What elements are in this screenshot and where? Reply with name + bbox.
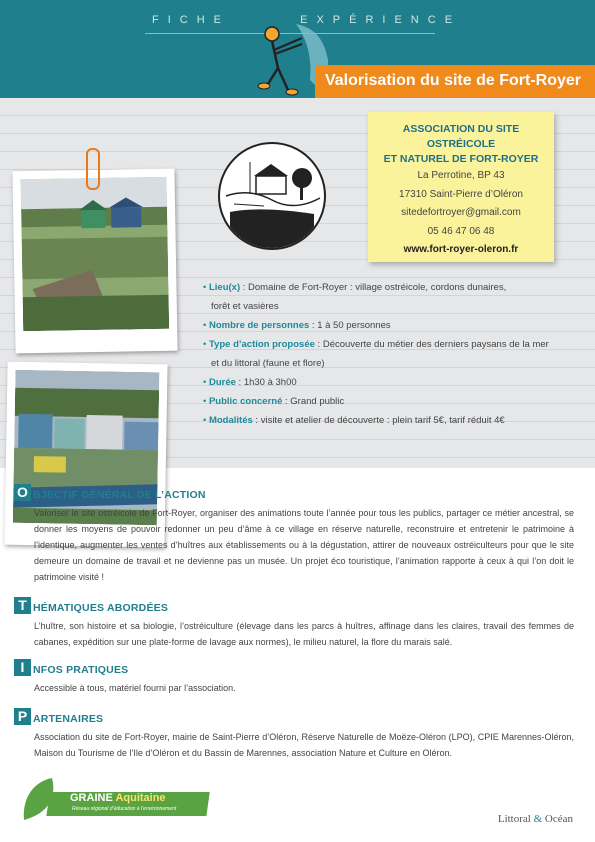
address-line1: La Perrotine, BP 43 xyxy=(417,170,505,181)
contact-note xyxy=(368,112,554,262)
phone-number: 05 46 47 06 48 xyxy=(427,225,495,237)
kicker-left: FICHE xyxy=(152,14,230,26)
info-item-nombre: • Nombre de personnes : 1 à 50 personnes xyxy=(203,320,391,331)
section-partenaires xyxy=(14,707,574,761)
section-title: NFOS PRATIQUES xyxy=(33,664,129,676)
photo-village-cabins xyxy=(12,169,177,354)
section-thematiques xyxy=(14,596,574,650)
section-letter: I xyxy=(14,659,31,676)
info-item-public: • Public concerné : Grand public xyxy=(203,396,345,407)
info-item-lieu-cont: forêt et vasières xyxy=(211,301,279,312)
info-item-duree: • Durée : 1h30 à 3h00 xyxy=(203,377,297,388)
section-body: Association du site de Fort-Royer, mairie de Saint-Pierre d’Oléron, Réserve Naturelle de Moëze-Oléron (LPO), CPIE Marennes-Oléron, Maison du Tourisme de l’Ile d’Oléron et du Bassin de Marennes, association Nature et Culture en Oléron. xyxy=(34,732,574,758)
section-objectif xyxy=(14,483,574,585)
section-infos xyxy=(14,658,574,696)
section-title: ARTENAIRES xyxy=(33,713,104,725)
org-name-line2: ET NATUREL DE FORT-ROYER xyxy=(383,153,539,165)
info-item-modalites: • Modalités : visite et atelier de découverte : plein tarif 5€, tarif réduit 4€ xyxy=(203,415,505,426)
title-band xyxy=(315,65,595,99)
graine-text: GRAINE xyxy=(70,792,113,804)
address-line2: 17310 Saint-Pierre d’Oléron xyxy=(399,188,523,200)
org-name-line1: ASSOCIATION DU SITE OSTRÉICOLE xyxy=(402,123,520,150)
association-logo xyxy=(218,142,326,250)
website-link[interactable]: www.fort-royer-oleron.fr xyxy=(403,244,519,255)
page-title: Valorisation du site de Fort-Royer xyxy=(324,72,581,89)
info-item-lieu: • Lieu(x) : Domaine de Fort-Royer : village ostréicole, cordons dunaires, xyxy=(203,282,507,293)
footer-littoral: Littoral xyxy=(497,813,531,825)
section-letter: T xyxy=(14,597,31,614)
paperclip-icon xyxy=(86,148,100,190)
section-title: HÉMATIQUES ABORDÉES xyxy=(33,602,169,614)
info-item-type-cont: et du littoral (faune et flore) xyxy=(211,358,325,369)
footer-ocean: Océan xyxy=(544,813,573,825)
email-link[interactable]: sitedefortroyer@gmail.com xyxy=(401,207,521,218)
section-title: BJECTIF GÉNÉRAL DE L’ACTION xyxy=(33,489,206,501)
info-list xyxy=(203,278,583,430)
footer-amp: & xyxy=(533,813,543,825)
section-letter: P xyxy=(14,708,31,725)
section-letter: O xyxy=(14,484,31,501)
village-photo-image xyxy=(21,177,170,332)
footer-brand xyxy=(498,813,573,825)
section-body: Accessible à tous, matériel fourni par l’association. xyxy=(34,683,236,693)
section-body: L’huître, son histoire et sa biologie, l’ostréiculture (élevage dans les parcs à huîtres, affinage dans les claires, travail des femmes de cabanes, expédition sur une plate-forme de lavage aux normes), le milieu naturel, la flore du marais salé. xyxy=(34,621,574,647)
info-item-type: • Type d’action proposée : Découverte du métier des derniers paysans de la mer xyxy=(203,339,549,350)
aquitaine-text: Aquitaine xyxy=(115,792,166,804)
graine-subtitle: Réseau régional d’éducation à l’environnement xyxy=(72,806,177,812)
graine-logo xyxy=(22,776,222,824)
kicker-right: EXPÉRIENCE xyxy=(300,14,462,26)
cabin-sketch-icon xyxy=(220,144,324,248)
section-body: Valoriser le site ostréicole de Fort-Royer, organiser des animations toute l’année pour tous les publics, partager ce métier ancestral, se donner les moyens de pouvoir redonner un peu d’âme à ce village en réserve naturelle, reconstruire et entretenir le patrimoine à l’identique, augmenter les ventes d’huîtres aux établissements ou à la dégustation, attirer de nouveaux ostréiculteurs pour que le site demeure un domaine de travail et ne devienne pas un musée. Un projet éco touristique, l’animation rapporte à ceux à qui l’on doit le patrimoine visité ! xyxy=(34,508,574,582)
